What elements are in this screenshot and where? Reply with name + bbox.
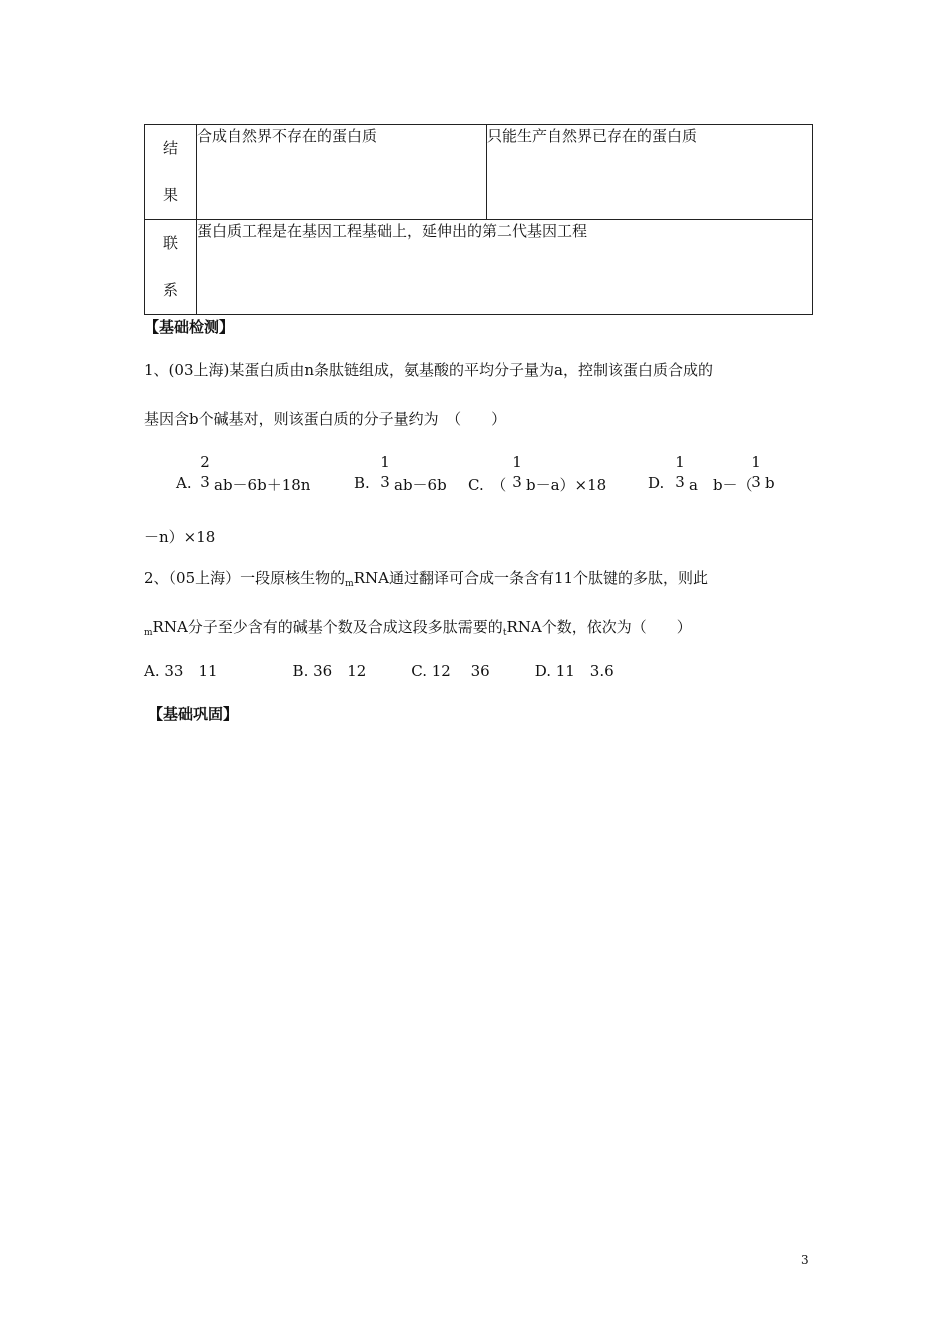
q1-option-a-label: A. [176,474,192,492]
comparison-table [144,124,813,315]
q1-option-c-text: b－a）×18 [526,476,607,494]
q1-option-d-fraction-1: 1 3 [675,453,685,491]
q1-option-a-text: ab－6b＋18n [214,476,311,494]
section-heading-basic-consolidate: 【基础巩固】 [148,705,239,723]
q2-options: A. 33 11 B. 36 12 C. 12 36 D. 11 3.6 [144,662,614,680]
q1-option-d-continuation: －n）×18 [144,528,216,546]
section-heading-basic-test: 【基础检测】 [144,318,235,336]
q1-option-d-text-1: a b－（ [689,476,753,494]
row-label-result: 结 果 [145,125,197,220]
q1-line2: 基因含b个碱基对，则该蛋白质的分子量约为 （ ） [144,410,507,428]
q1-option-b-label: B. [354,474,370,492]
q1-option-b-fraction: 1 3 [380,453,390,491]
q1-option-d-text-2: b [765,474,775,492]
q1-option-d-label: D. [648,474,665,492]
q1-line1: 1、(03上海)某蛋白质由n条肽链组成，氨基酸的平均分子量为a，控制该蛋白质合成的 [144,361,713,379]
cell-gene-engineering-result: 只能生产自然界已存在的蛋白质 [487,125,813,220]
q1-option-d-fraction-2: 1 3 [751,453,761,491]
row-label-relation: 联 系 [145,220,197,315]
q2-line2: $_m$RNA分子至少含有的碱基个数及合成这段多肽需要的$_t$RNA个数，依次为（ ） [144,618,692,638]
table-row-relation [145,220,813,315]
cell-protein-engineering-result: 合成自然界不存在的蛋白质 [197,125,487,220]
cell-relation-text: 蛋白质工程是在基因工程基础上，延伸出的第二代基因工程 [197,220,813,315]
q1-option-a-fraction: 2 3 [200,453,210,491]
q1-option-c-label: C. （ [468,476,507,494]
q1-option-b-text: ab－6b [394,476,447,494]
q2-line1: 2、（05上海）一段原核生物的$_m$RNA通过翻译可合成一条含有11个肽键的多肽，则此 [144,569,709,589]
table-row-result [145,125,813,220]
q1-option-c-fraction: 1 3 [512,453,522,491]
page-number: 3 [801,1253,809,1267]
